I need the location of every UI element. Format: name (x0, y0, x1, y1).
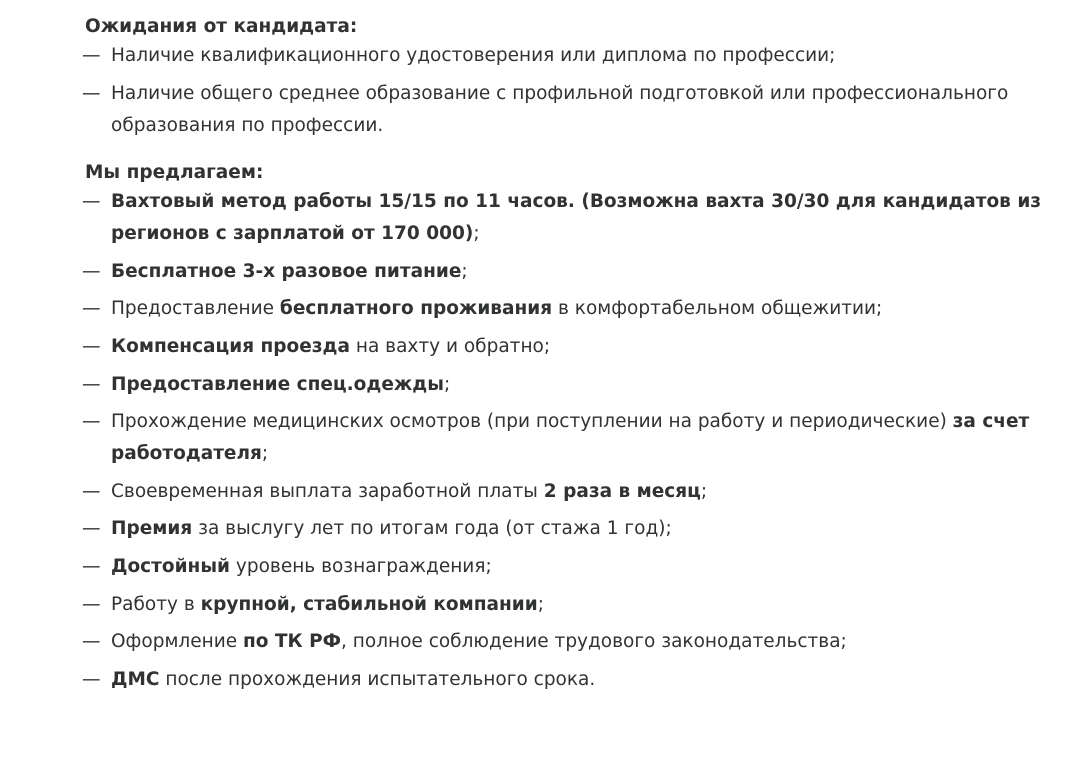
list-item (82, 664, 1045, 696)
list-item (82, 369, 1045, 401)
dash-bullet: — (82, 335, 101, 357)
text-segment: Предоставление (111, 298, 280, 320)
bold-text: Вахтовый метод работы 15/15 по 11 часов. (Возможна вахта 30/30 для кандидатов из регионов с зарплатой от 170 000) (111, 191, 1042, 245)
bold-text: Достойный (111, 555, 231, 577)
dash-bullet: — (82, 631, 101, 653)
dash-bullet: — (82, 191, 101, 213)
expectations-list (82, 40, 1045, 142)
list-item (82, 406, 1045, 470)
list-item (82, 551, 1045, 583)
dash-bullet: — (82, 518, 101, 540)
bold-text: ДМС (111, 668, 160, 690)
list-item (82, 476, 1045, 508)
text-segment: Своевременная выплата заработной платы (111, 480, 544, 502)
text-segment: уровень вознаграждения; (230, 555, 492, 577)
offer-heading: Мы предлагаем: (85, 162, 264, 184)
dash-bullet: — (82, 411, 101, 433)
list-item (82, 186, 1045, 250)
list-item (82, 40, 1045, 72)
bold-text: бесплатного проживания (279, 298, 553, 320)
text-segment: Работу в (111, 593, 201, 615)
text-segment: за выслугу лет по итогам года (от стажа 1 год); (192, 518, 672, 540)
list-item (82, 256, 1045, 288)
dash-bullet: — (82, 555, 101, 577)
text-segment: в комфортабельном общежитии; (552, 298, 883, 320)
dash-bullet: — (82, 260, 101, 282)
text-segment: ; (537, 593, 544, 615)
list-item (82, 513, 1045, 545)
text-segment: после прохождения испытательного срока. (159, 668, 596, 690)
bold-text: 2 раза в месяц (543, 480, 701, 502)
list-item (82, 331, 1045, 363)
dash-bullet: — (82, 45, 101, 66)
text-segment: Оформление (111, 631, 243, 653)
dash-bullet: — (82, 668, 101, 690)
text-segment: Наличие квалификационного удостоверения или диплома по профессии; (111, 45, 836, 66)
text-segment: Наличие общего среднее образование с профильной подготовкой или профессионального образования по профессии. (111, 82, 1009, 136)
text-segment: ; (443, 373, 451, 395)
list-item (82, 78, 1045, 142)
expectations-heading: Ожидания от кандидата: (85, 16, 358, 37)
text-segment: ; (473, 223, 480, 245)
bold-text: Премия (111, 518, 193, 540)
bold-text: по ТК РФ (242, 631, 342, 653)
list-item (82, 626, 1045, 658)
text-segment: , полное соблюдение трудового законодательства; (341, 631, 847, 653)
text-segment: Прохождение медицинских осмотров (при поступлении на работу и периодические) (111, 411, 953, 433)
dash-bullet: — (82, 298, 101, 320)
dash-bullet: — (82, 593, 101, 615)
bold-text: Предоставление спец.одежды (111, 373, 444, 395)
text-segment: ; (700, 480, 708, 502)
bold-text: Бесплатное 3-х разовое питание (111, 260, 462, 282)
text-segment: ; (261, 443, 269, 465)
dash-bullet: — (82, 480, 101, 502)
text-segment: на вахту и обратно; (349, 335, 551, 357)
offer-list (82, 186, 1045, 696)
bold-text: Компенсация проезда (111, 335, 350, 357)
bold-text: крупной, стабильной компании (200, 593, 538, 615)
list-item (82, 589, 1045, 621)
bold-text: за счет работодателя (111, 411, 1030, 465)
dash-bullet: — (82, 82, 101, 104)
text-segment: ; (461, 260, 468, 282)
dash-bullet: — (82, 373, 101, 395)
list-item (82, 293, 1045, 325)
